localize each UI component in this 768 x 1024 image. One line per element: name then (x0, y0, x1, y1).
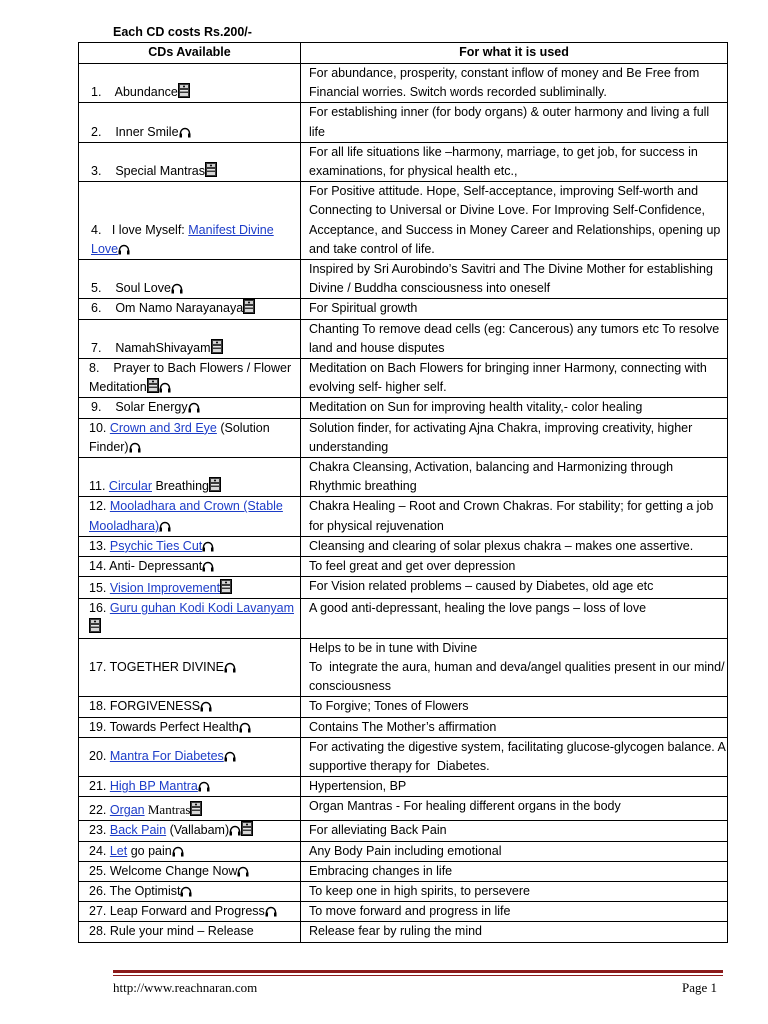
cd-use-cell: For Positive attitude. Hope, Self-acceptance, improving Self-worth and Connecting to Universal or Divine Love. For Improving Self-Confidence, Acceptance, and Success in Money Career and Relationships, opening up and take control of life. (301, 182, 728, 260)
cd-title-text: 5. Soul Love (91, 281, 171, 296)
cd-name-cell (79, 418, 301, 457)
cd-name-cell (79, 458, 301, 497)
cd-title-text: 26. The Optimist (89, 883, 181, 898)
cd-title-link[interactable]: Guru guhan Kodi Kodi Lavanyam (109, 601, 295, 616)
cd-title-text: 3. Special Mantras (91, 164, 205, 179)
cd-use-cell: Chakra Healing – Root and Crown Chakras. For stability; for getting a job for physical rejuvenation (301, 497, 728, 536)
cd-player-icon (178, 83, 190, 98)
cd-name-cell (79, 142, 301, 181)
cd-title-text: 9. Solar Energy (91, 400, 188, 415)
table-row (79, 841, 728, 861)
table-row (79, 64, 728, 103)
cd-name-cell (79, 861, 301, 881)
cd-name-cell (79, 64, 301, 103)
cd-title-text: 4. I love Myself: (91, 222, 189, 237)
headphones-icon (237, 866, 249, 877)
column-header-cds: CDs Available (79, 43, 301, 64)
cd-title-text: (Vallabam) (166, 823, 230, 838)
cd-title-link[interactable]: Crown and 3rd Eye (109, 420, 217, 435)
cd-use-cell: For alleviating Back Pain (301, 821, 728, 841)
headphones-icon (188, 402, 200, 413)
table-row (79, 557, 728, 577)
cd-use-cell: Embracing changes in life (301, 861, 728, 881)
cd-name-cell (79, 821, 301, 841)
table-row (79, 638, 728, 697)
cd-title-text: 10. (89, 420, 110, 435)
cd-table (78, 42, 728, 943)
cd-name-cell (79, 319, 301, 358)
cd-player-icon (147, 378, 159, 393)
cd-player-icon (220, 579, 232, 594)
cd-use-cell: Chakra Cleansing, Activation, balancing and Harmonizing through Rhythmic breathing (301, 458, 728, 497)
table-row (79, 359, 728, 398)
cd-title-text: 21. (89, 779, 110, 794)
price-note: Each CD costs Rs.200/- (113, 25, 252, 39)
cd-title-text: 6. Om Namo Narayanaya (91, 301, 244, 316)
cd-title-text: 13. (89, 538, 110, 553)
cd-title-link[interactable]: Psychic Ties Cut (109, 538, 203, 553)
cd-title-text: 27. Leap Forward and Progress (89, 904, 265, 919)
table-row (79, 319, 728, 358)
table-row (79, 697, 728, 717)
table-row (79, 299, 728, 319)
cd-player-icon (211, 339, 223, 354)
cd-player-icon (243, 299, 255, 314)
cd-name-cell (79, 697, 301, 717)
cd-use-cell: To keep one in high spirits, to persevere (301, 881, 728, 901)
headphones-icon (159, 521, 171, 532)
cd-use-cell: Any Body Pain including emotional (301, 841, 728, 861)
headphones-icon (118, 244, 130, 255)
headphones-icon (265, 906, 277, 917)
table-row (79, 103, 728, 142)
cd-use-cell: For abundance, prosperity, constant inflow of money and Be Free from Financial worries. Switch words recorded subliminally. (301, 64, 728, 103)
cd-name-cell (79, 260, 301, 299)
headphones-icon (202, 561, 214, 572)
table-row (79, 418, 728, 457)
headphones-icon (159, 382, 171, 393)
cd-title-text: 14. Anti- Depressant (89, 559, 203, 574)
cd-name-cell (79, 902, 301, 922)
cd-title-link[interactable]: Mantra For Diabetes (109, 749, 224, 764)
cd-player-icon (241, 821, 253, 836)
headphones-icon (239, 722, 251, 733)
headphones-icon (180, 886, 192, 897)
footer-url[interactable]: http://www.reachnaran.com (113, 980, 258, 995)
cd-name-cell (79, 182, 301, 260)
cd-title-link[interactable]: Let (109, 843, 128, 858)
page-number: Page 1 (682, 980, 718, 995)
cd-title-text: 22. (89, 803, 110, 818)
cd-use-cell: To feel great and get over depression (301, 557, 728, 577)
cd-use-cell: Meditation on Bach Flowers for bringing inner Harmony, connecting with evolving self- higher self. (301, 359, 728, 398)
cd-name-cell (79, 536, 301, 556)
headphones-icon (198, 781, 210, 792)
cd-use-cell: Contains The Mother’s affirmation (301, 717, 728, 737)
cd-use-cell: For Vision related problems – caused by Diabetes, old age etc (301, 577, 728, 599)
headphones-icon (224, 662, 236, 673)
cd-use-cell: Hypertension, BP (301, 777, 728, 797)
cd-use-cell: Inspired by Sri Aurobindo’s Savitri and The Divine Mother for establishing Divine / Buddha consciousness into oneself (301, 260, 728, 299)
table-row (79, 260, 728, 299)
cd-use-cell: A good anti-depressant, healing the love pangs – loss of love (301, 599, 728, 638)
headphones-icon (179, 127, 191, 138)
table-header-row (79, 43, 728, 64)
table-row (79, 861, 728, 881)
cd-use-cell: For establishing inner (for body organs) & outer harmony and living a full life (301, 103, 728, 142)
cd-title-link[interactable]: Circular (108, 479, 152, 494)
cd-title-text: 17. TOGETHER DIVINE (89, 659, 224, 674)
cd-title-link[interactable]: High BP Mantra (109, 779, 198, 794)
headphones-icon (172, 846, 184, 857)
cd-title-text: go pain (127, 843, 172, 858)
cd-title-text: 28. Rule your mind – Release (89, 924, 254, 939)
cd-name-cell (79, 359, 301, 398)
cd-name-cell (79, 557, 301, 577)
cd-title-text: 2. Inner Smile (91, 124, 179, 139)
table-row (79, 182, 728, 260)
headphones-icon (171, 283, 183, 294)
cd-use-cell: Meditation on Sun for improving health vitality,- color healing (301, 398, 728, 418)
column-header-use: For what it is used (301, 43, 728, 64)
cd-title-link[interactable]: Organ (109, 803, 145, 818)
headphones-icon (202, 541, 214, 552)
headphones-icon (129, 442, 141, 453)
table-row (79, 922, 728, 942)
cd-title-text: 20. (89, 749, 110, 764)
cd-name-cell (79, 577, 301, 599)
cd-use-cell: Release fear by ruling the mind (301, 922, 728, 942)
cd-title-text: 19. Towards Perfect Health (89, 719, 239, 734)
cd-use-cell: Organ Mantras - For healing different organs in the body (301, 797, 728, 821)
cd-name-cell (79, 881, 301, 901)
cd-use-cell: Solution finder, for activating Ajna Chakra, improving creativity, higher understanding (301, 418, 728, 457)
table-row (79, 398, 728, 418)
cd-title-text: 24. (89, 843, 110, 858)
cd-name-cell (79, 777, 301, 797)
cd-title-text: 1. Abundance (91, 85, 178, 100)
cd-name-cell (79, 717, 301, 737)
cd-name-cell (79, 497, 301, 536)
headphones-icon (224, 751, 236, 762)
cd-name-cell (79, 841, 301, 861)
footer-rule-thin (113, 975, 723, 976)
headphones-icon (229, 825, 241, 836)
footer-rule-thick (113, 970, 723, 973)
table-row (79, 497, 728, 536)
cd-title-text: 23. (89, 823, 110, 838)
cd-title-text: 12. (89, 499, 110, 514)
table-row (79, 881, 728, 901)
cd-player-icon (89, 618, 101, 633)
table-row (79, 737, 728, 776)
table-row (79, 142, 728, 181)
cd-title-text: 7. NamahShivayam (91, 340, 211, 355)
cd-title-text: 16. (89, 601, 110, 616)
cd-player-icon (209, 477, 221, 492)
cd-use-cell: Helps to be in tune with Divine To integrate the aura, human and deva/angel qualities present in our mind/ consciousness (301, 638, 728, 697)
table-row (79, 777, 728, 797)
cd-use-cell: For activating the digestive system, facilitating glucose-glycogen balance. A supportive therapy for Diabetes. (301, 737, 728, 776)
cd-name-cell (79, 922, 301, 942)
table-body (79, 64, 728, 943)
cd-name-cell (79, 797, 301, 821)
cd-title-link[interactable]: Back Pain (109, 823, 167, 838)
cd-title-text: Mantras (144, 802, 191, 818)
cd-use-cell: To Forgive; Tones of Flowers (301, 697, 728, 717)
cd-name-cell (79, 638, 301, 697)
table-row (79, 536, 728, 556)
cd-name-cell (79, 737, 301, 776)
table-row (79, 577, 728, 599)
table-row (79, 717, 728, 737)
table-row (79, 797, 728, 821)
table-row (79, 902, 728, 922)
cd-title-text: (Solution Finder) (89, 420, 270, 454)
cd-name-cell (79, 103, 301, 142)
cd-use-cell: For all life situations like –harmony, marriage, to get job, for success in examinations, for physical health etc., (301, 142, 728, 181)
cd-title-link[interactable]: Vision Improvement (109, 581, 221, 596)
headphones-icon (200, 701, 212, 712)
cd-title-text: Breathing (151, 479, 209, 494)
table-row (79, 458, 728, 497)
cd-title-text: 25. Welcome Change Now (89, 863, 238, 878)
cd-use-cell: Cleansing and clearing of solar plexus chakra – makes one assertive. (301, 536, 728, 556)
cd-title-text: 8. Prayer to Bach Flowers / Flower Meditation (89, 361, 292, 395)
table-row (79, 821, 728, 841)
cd-use-cell: To move forward and progress in life (301, 902, 728, 922)
cd-name-cell (79, 299, 301, 319)
table-row (79, 599, 728, 638)
cd-title-text: 11. (89, 479, 109, 494)
cd-title-text: 15. (89, 581, 110, 596)
cd-player-icon (190, 801, 202, 816)
cd-title-text: 18. FORGIVENESS (89, 699, 201, 714)
cd-title-link[interactable]: Manifest Divine Love (91, 222, 274, 256)
cd-name-cell (79, 398, 301, 418)
cd-name-cell (79, 599, 301, 638)
cd-title-link[interactable]: Mooladhara and Crown (Stable Mooladhara) (89, 499, 283, 533)
cd-use-cell: Chanting To remove dead cells (eg: Cancerous) any tumors etc To resolve land and house disputes (301, 319, 728, 358)
cd-player-icon (205, 162, 217, 177)
cd-use-cell: For Spiritual growth (301, 299, 728, 319)
